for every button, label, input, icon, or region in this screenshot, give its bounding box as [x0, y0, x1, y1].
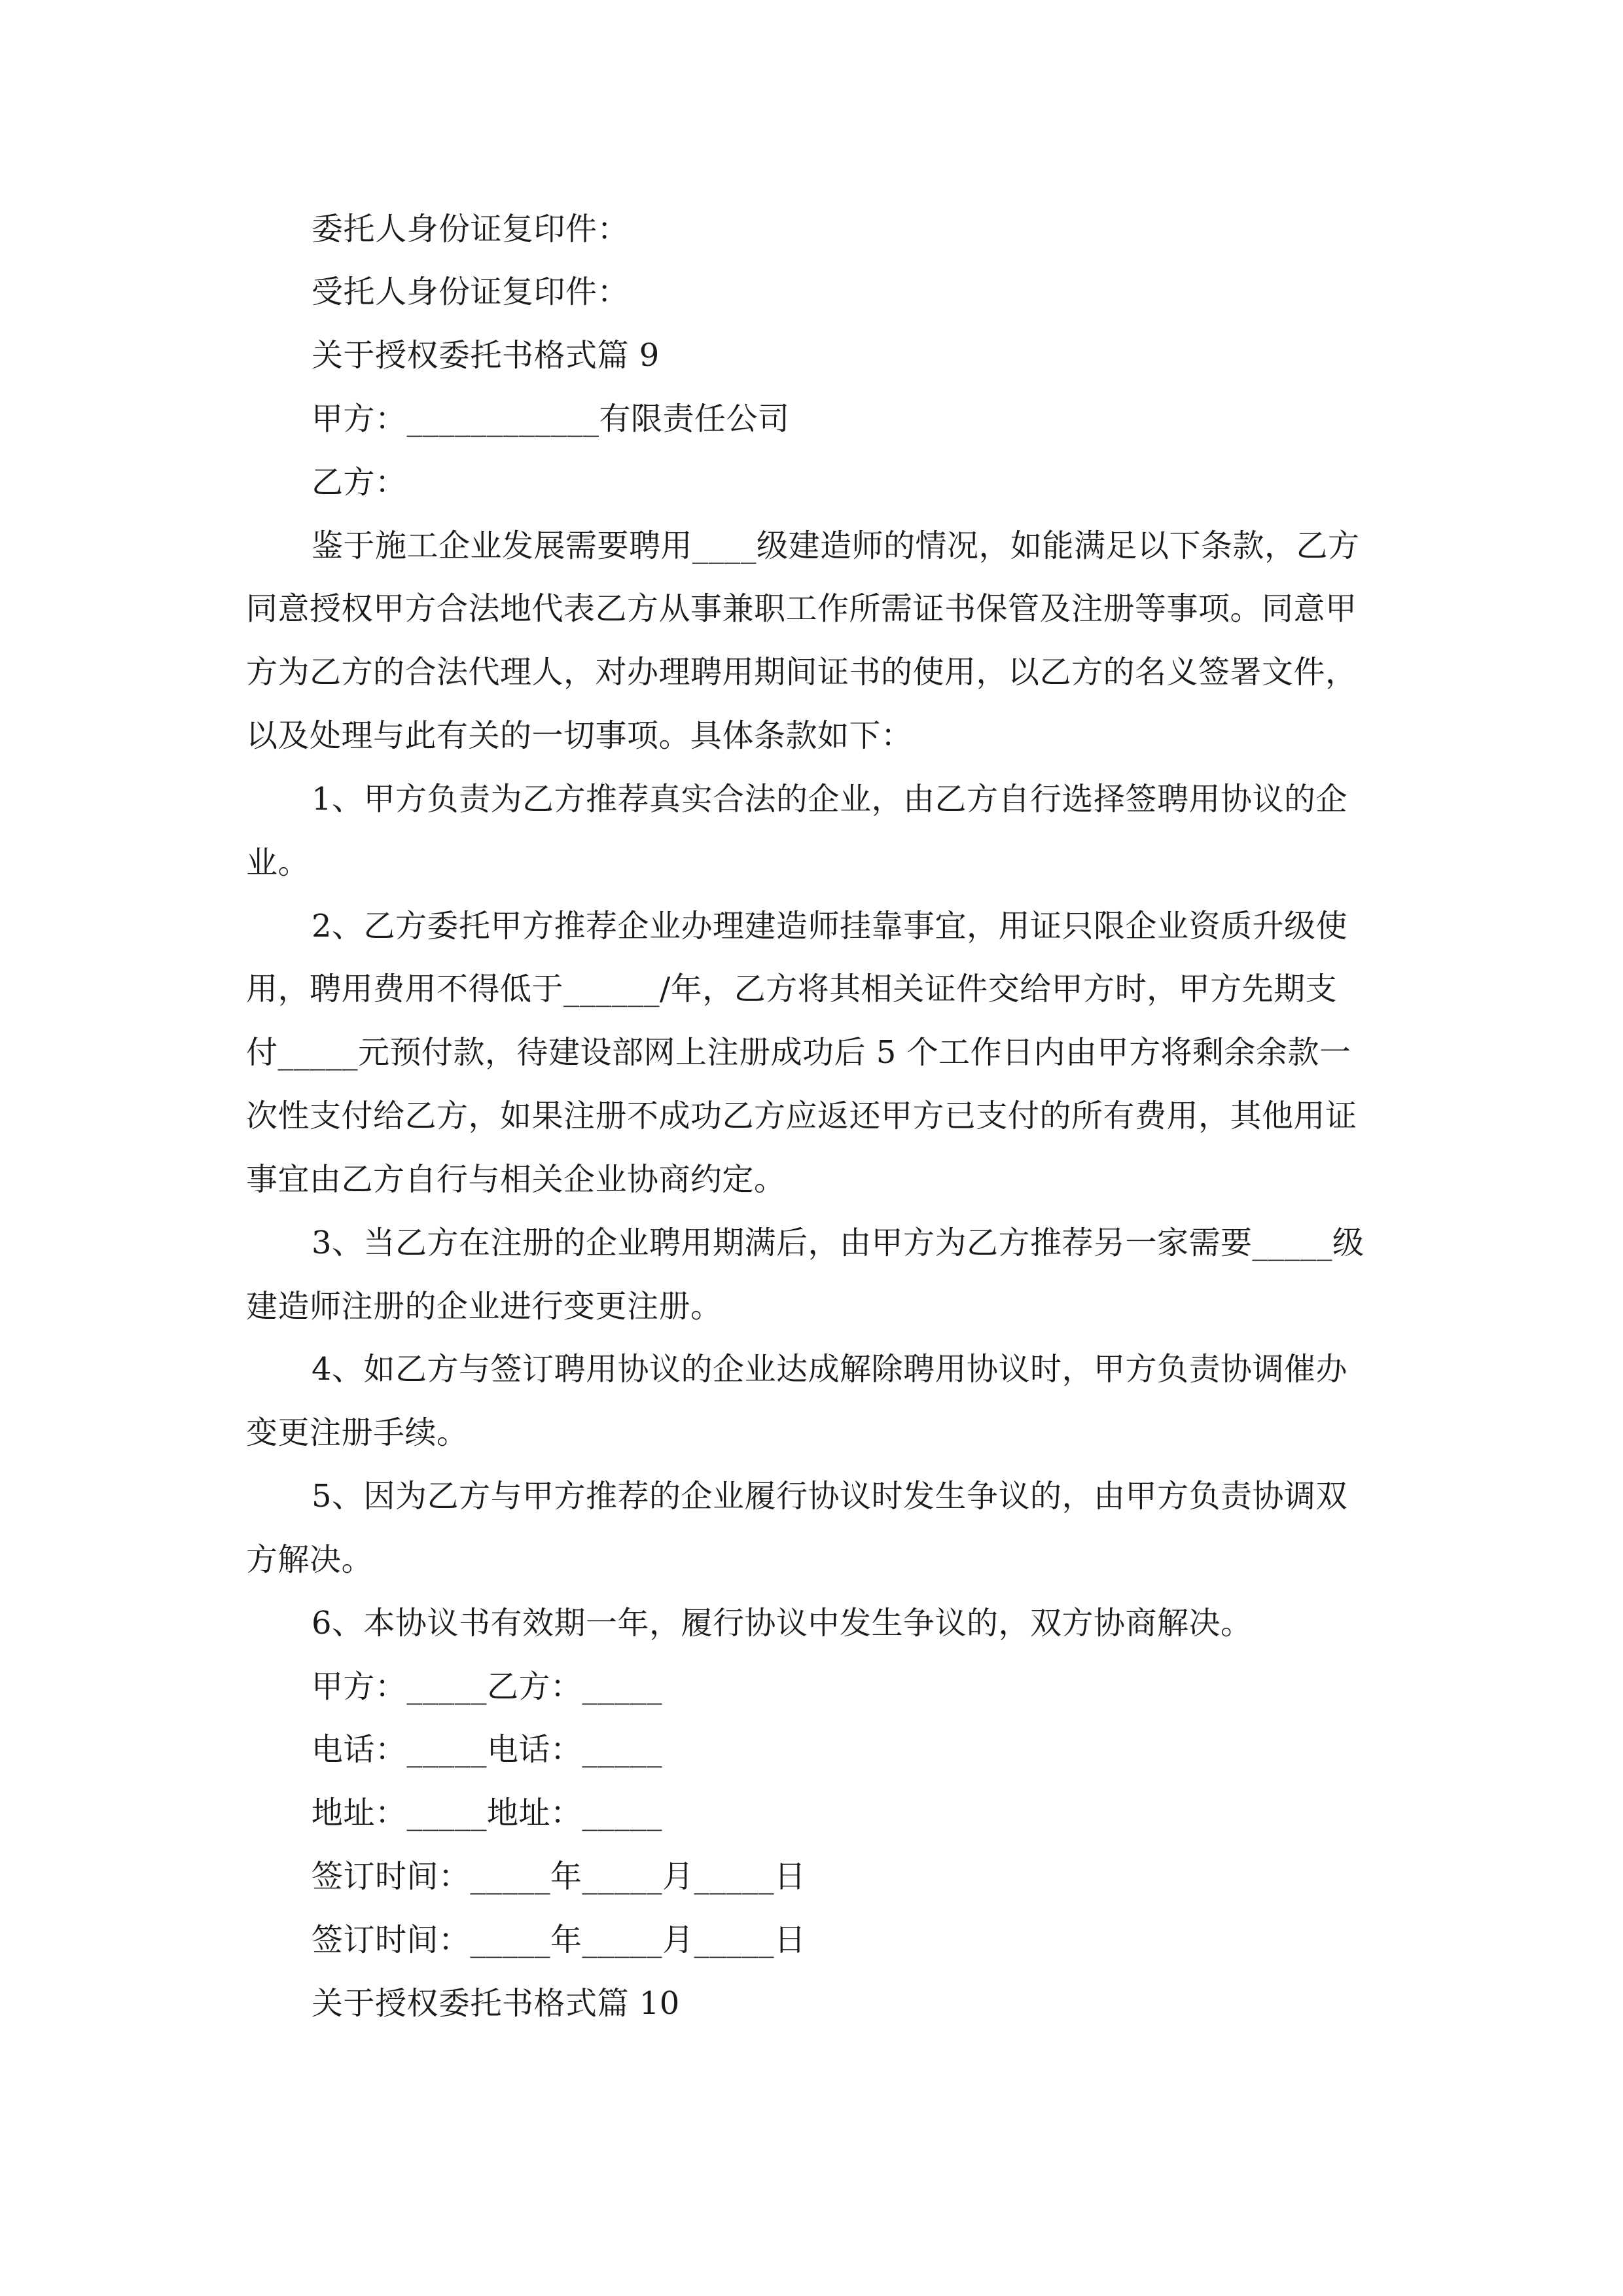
paragraph-line: 4、如乙方与签订聘用协议的企业达成解除聘用协议时，甲方负责协调催办 [312, 1351, 1348, 1388]
paragraph-line: 1、甲方负责为乙方推荐真实合法的企业，由乙方自行选择签聘用协议的企 [312, 781, 1348, 817]
text-line: 乙方： [312, 464, 407, 501]
paragraph-line: 事宜由乙方自行与相关企业协商约定。 [246, 1161, 786, 1198]
paragraph-line: 次性支付给乙方，如果注册不成功乙方应返还甲方已支付的所有费用，其他用证 [246, 1098, 1357, 1134]
paragraph-line: 6、本协议书有效期一年，履行协议中发生争议的，双方协商解决。 [312, 1605, 1253, 1641]
paragraph-line: 建造师注册的企业进行变更注册。 [246, 1288, 722, 1325]
section-heading: 关于授权委托书格式篇 10 [312, 1985, 680, 2022]
paragraph-line: 2、乙方委托甲方推荐企业办理建造师挂靠事宜，用证只限企业资质升级使 [312, 908, 1348, 944]
section-heading: 关于授权委托书格式篇 9 [312, 337, 660, 374]
paragraph-line: 变更注册手续。 [246, 1414, 469, 1451]
paragraph-line: 鉴于施工企业发展需要聘用____级建造师的情况，如能满足以下条款，乙方 [312, 528, 1360, 564]
paragraph-line: 同意授权甲方合法地代表乙方从事兼职工作所需证书保管及注册等事项。同意甲 [246, 590, 1357, 627]
text-line: 受托人身份证复印件： [312, 274, 630, 310]
paragraph-line: 3、当乙方在注册的企业聘用期满后，由甲方为乙方推荐另一家需要_____级 [312, 1225, 1364, 1261]
signature-line: 电话：_____电话：_____ [312, 1731, 663, 1768]
date-line: 签订时间：_____年_____月_____日 [312, 1922, 806, 1958]
date-line: 签订时间：_____年_____月_____日 [312, 1858, 806, 1895]
paragraph-line: 以及处理与此有关的一切事项。具体条款如下： [246, 717, 913, 754]
paragraph-line: 业。 [246, 844, 310, 881]
text-line: 委托人身份证复印件： [312, 211, 630, 247]
paragraph-line: 用，聘用费用不得低于______/年，乙方将其相关证件交给甲方时，甲方先期支 [246, 971, 1338, 1007]
text-line: 甲方：____________有限责任公司 [312, 401, 790, 437]
paragraph-line: 付_____元预付款，待建设部网上注册成功后 5 个工作日内由甲方将剩余余款一 [246, 1034, 1351, 1071]
signature-line: 地址：_____地址：_____ [312, 1795, 663, 1831]
paragraph-line: 5、因为乙方与甲方推荐的企业履行协议时发生争议的，由甲方负责协调双 [312, 1478, 1348, 1515]
signature-line: 甲方：_____乙方：_____ [312, 1668, 663, 1705]
paragraph-line: 方解决。 [246, 1541, 374, 1578]
paragraph-line: 方为乙方的合法代理人，对办理聘用期间证书的使用，以乙方的名义签署文件， [246, 654, 1357, 691]
